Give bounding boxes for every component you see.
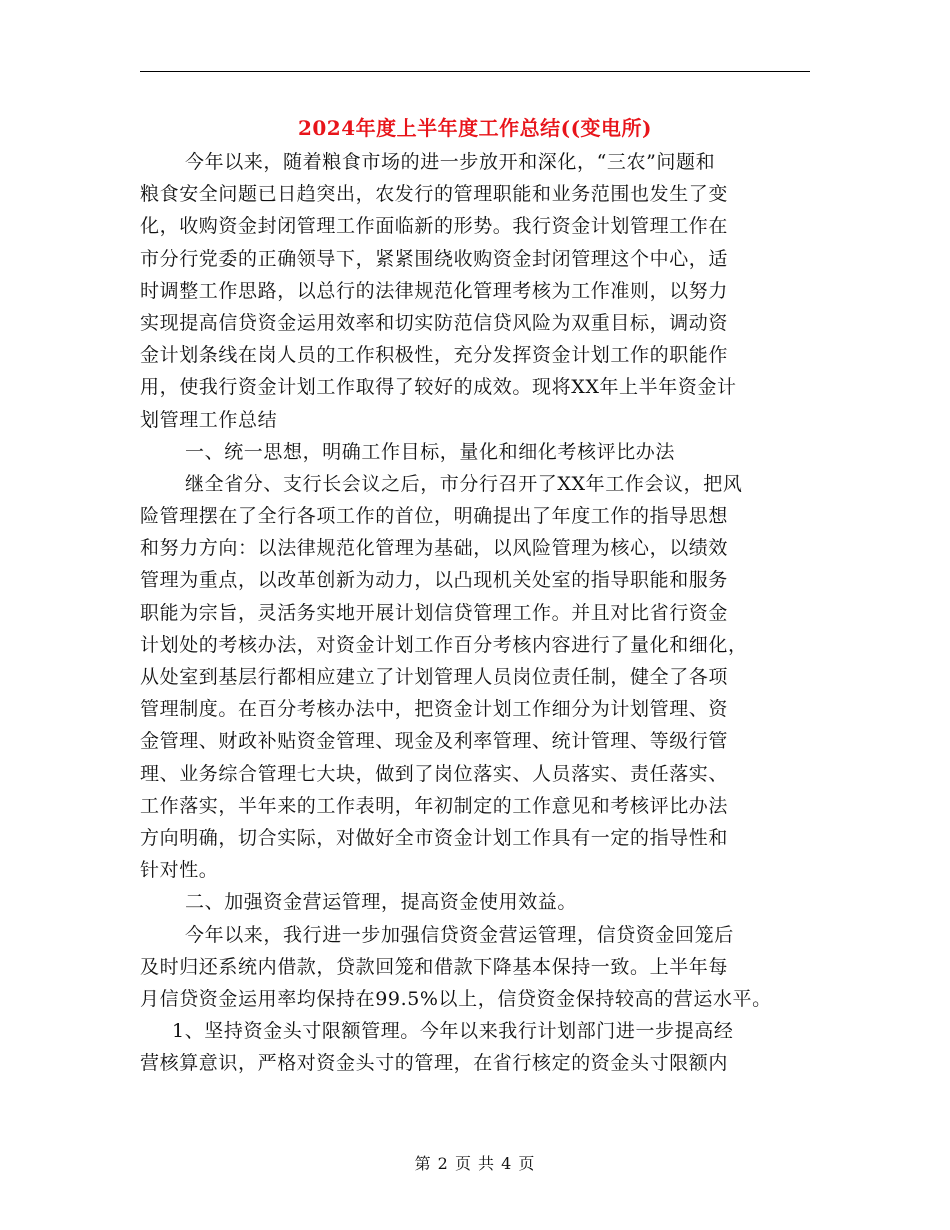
text-line: 金计划条线在岗人员的工作积极性，充分发挥资金计划工作的职能作 [140,344,729,367]
text-line: 管理制度。在百分考核办法中，把资金计划工作细分为计划管理、资 [140,698,729,721]
text-line: 金管理、财政补贴资金管理、现金及利率管理、统计管理、等级行管 [140,730,729,753]
text-line: 及时归还系统内借款，贷款回笼和借款下降基本保持一致。上半年每 [140,955,729,978]
document-title: 2024年度上半年度工作总结((变电所) [297,116,653,140]
page-number-label: 第 2 页 共 4 页 [414,1154,536,1173]
text-line: 时调整工作思路，以总行的法律规范化管理考核为工作准则，以努力 [140,279,729,302]
text-line: 从处室到基层行都相应建立了计划管理人员岗位责任制，健全了各项 [140,666,729,688]
text-line: 管理为重点，以改革创新为动力，以凸现机关处室的指导职能和服务 [140,569,729,592]
text-line: 营核算意识，严格对资金头寸的管理，在省行核定的资金头寸限额内 [140,1052,729,1075]
text-line: 用，使我行资金计划工作取得了较好的成效。现将XX年上半年资金计 [140,376,737,399]
text-line: 一、统一思想，明确工作目标，量化和细化考核评比办法 [185,440,676,463]
text-line: 月信贷资金运用率均保持在99.5%以上，信贷资金保持较高的营运水平。 [140,987,772,1010]
text-line: 1、坚持资金头寸限额管理。今年以来我行计划部门进一步提高经 [172,1020,734,1043]
text-line: 险管理摆在了全行各项工作的首位，明确提出了年度工作的指导思想 [140,505,729,528]
text-line: 职能为宗旨，灵活务实地开展计划信贷管理工作。并且对比省行资金 [140,601,729,624]
text-line: 工作落实，半年来的工作表明，年初制定的工作意见和考核评比办法 [140,794,729,817]
header-rule [140,71,810,72]
document-body [140,146,815,1079]
text-line: 继全省分、支行长会议之后，市分行召开了XX年工作会议，把风 [185,472,743,495]
text-line: 实现提高信贷资金运用效率和切实防范信贷风险为双重目标，调动资 [140,311,729,334]
text-line: 粮食安全问题已日趋突出，农发行的管理职能和业务范围也发生了变 [140,183,729,206]
text-line: 今年以来，我行进一步加强信贷资金营运管理，信贷资金回笼后 [185,923,734,946]
text-line: 和努力方向：以法律规范化管理为基础，以风险管理为核心，以绩效 [140,537,729,560]
text-line: 方向明确，切合实际，对做好全市资金计划工作具有一定的指导性和 [140,826,729,849]
text-line: 市分行党委的正确领导下，紧紧围绕收购资金封闭管理这个中心，适 [140,247,729,270]
text-line: 化，收购资金封闭管理工作面临新的形势。我行资金计划管理工作在 [140,215,729,238]
page-footer [0,1152,950,1176]
text-line: 划管理工作总结 [140,408,278,431]
text-line: 今年以来，随着粮食市场的进一步放开和深化，“三农”问题和 [185,151,716,173]
text-line: 计划处的考核办法，对资金计划工作百分考核内容进行了量化和细化， [140,633,748,656]
text-line: 二、加强资金营运管理，提高资金使用效益。 [185,891,578,914]
text-line: 针对性。 [140,859,219,882]
text-line: 理、业务综合管理七大块，做到了岗位落实、人员落实、责任落实、 [140,762,729,785]
